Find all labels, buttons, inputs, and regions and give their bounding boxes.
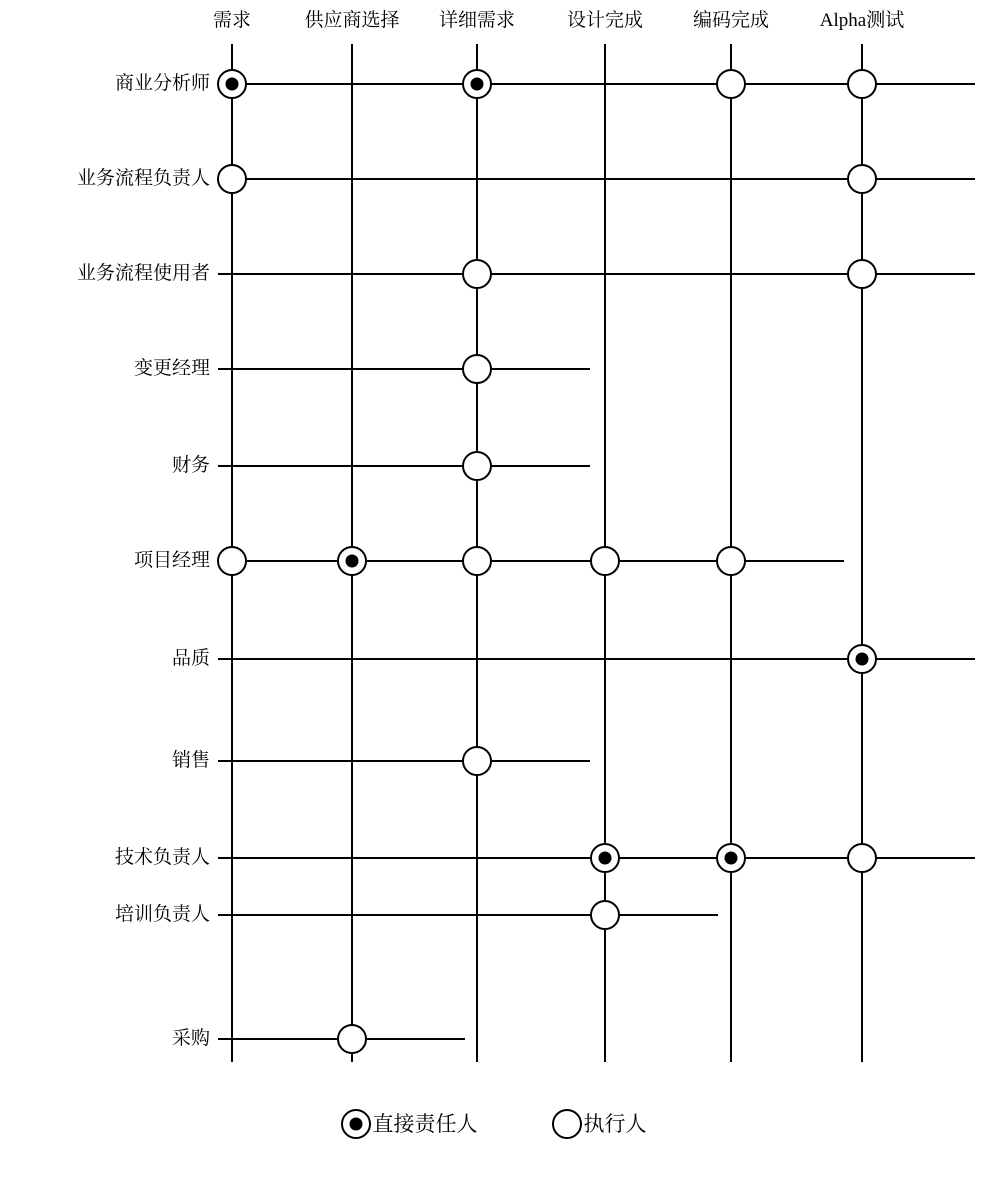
column-header-3: 详细需求	[438, 10, 516, 31]
grid-line-horizontal-8	[218, 760, 590, 762]
grid-line-horizontal-6	[218, 560, 844, 562]
responsible-marker-icon	[341, 1109, 371, 1139]
matrix-cell-marker[interactable]	[462, 259, 492, 289]
column-header-5: 编码完成	[692, 10, 770, 31]
matrix-cell-marker[interactable]	[590, 900, 620, 930]
matrix-cell-marker[interactable]	[462, 546, 492, 576]
matrix-cell-marker[interactable]	[847, 69, 877, 99]
grid-line-horizontal-4	[218, 368, 590, 370]
matrix-cell-marker[interactable]	[590, 843, 620, 873]
row-header-7: 品质	[171, 648, 210, 669]
matrix-cell-marker[interactable]	[462, 451, 492, 481]
grid-line-horizontal-5	[218, 465, 590, 467]
grid-line-horizontal-10	[218, 914, 718, 916]
matrix-cell-marker[interactable]	[337, 1024, 367, 1054]
row-header-10: 培训负责人	[114, 904, 210, 925]
matrix-cell-marker[interactable]	[847, 843, 877, 873]
matrix-cell-marker[interactable]	[217, 164, 247, 194]
row-header-5: 财务	[171, 455, 210, 476]
column-header-6: Alpha测试	[819, 10, 905, 31]
legend-label-executor: 执行人	[583, 1112, 647, 1136]
matrix-cell-marker[interactable]	[462, 746, 492, 776]
matrix-cell-marker[interactable]	[590, 546, 620, 576]
matrix-cell-marker[interactable]	[716, 843, 746, 873]
legend-item-executor	[552, 1109, 647, 1139]
row-header-3: 业务流程使用者	[76, 263, 210, 284]
matrix-cell-marker[interactable]	[716, 69, 746, 99]
matrix-cell-marker[interactable]	[716, 546, 746, 576]
column-header-2: 供应商选择	[304, 10, 400, 31]
legend-item-responsible	[341, 1109, 478, 1139]
legend-label-responsible: 直接责任人	[372, 1112, 478, 1136]
grid-line-vertical-6	[861, 44, 863, 1062]
row-header-4: 变更经理	[133, 358, 210, 379]
executor-marker-icon	[552, 1109, 582, 1139]
column-header-4: 设计完成	[566, 10, 644, 31]
matrix-cell-marker[interactable]	[462, 69, 492, 99]
row-header-6: 项目经理	[133, 550, 210, 571]
row-header-11: 采购	[171, 1028, 210, 1049]
matrix-cell-marker[interactable]	[337, 546, 367, 576]
column-header-1: 需求	[212, 10, 252, 31]
row-header-9: 技术负责人	[114, 847, 210, 868]
matrix-cell-marker[interactable]	[847, 259, 877, 289]
row-header-8: 销售	[171, 750, 210, 771]
matrix-cell-marker[interactable]	[462, 354, 492, 384]
chart-legend	[0, 1094, 987, 1154]
row-header-1: 商业分析师	[114, 73, 210, 94]
matrix-cell-marker[interactable]	[847, 164, 877, 194]
matrix-cell-marker[interactable]	[217, 69, 247, 99]
matrix-cell-marker[interactable]	[217, 546, 247, 576]
matrix-cell-marker[interactable]	[847, 644, 877, 674]
row-header-2: 业务流程负责人	[76, 168, 210, 189]
